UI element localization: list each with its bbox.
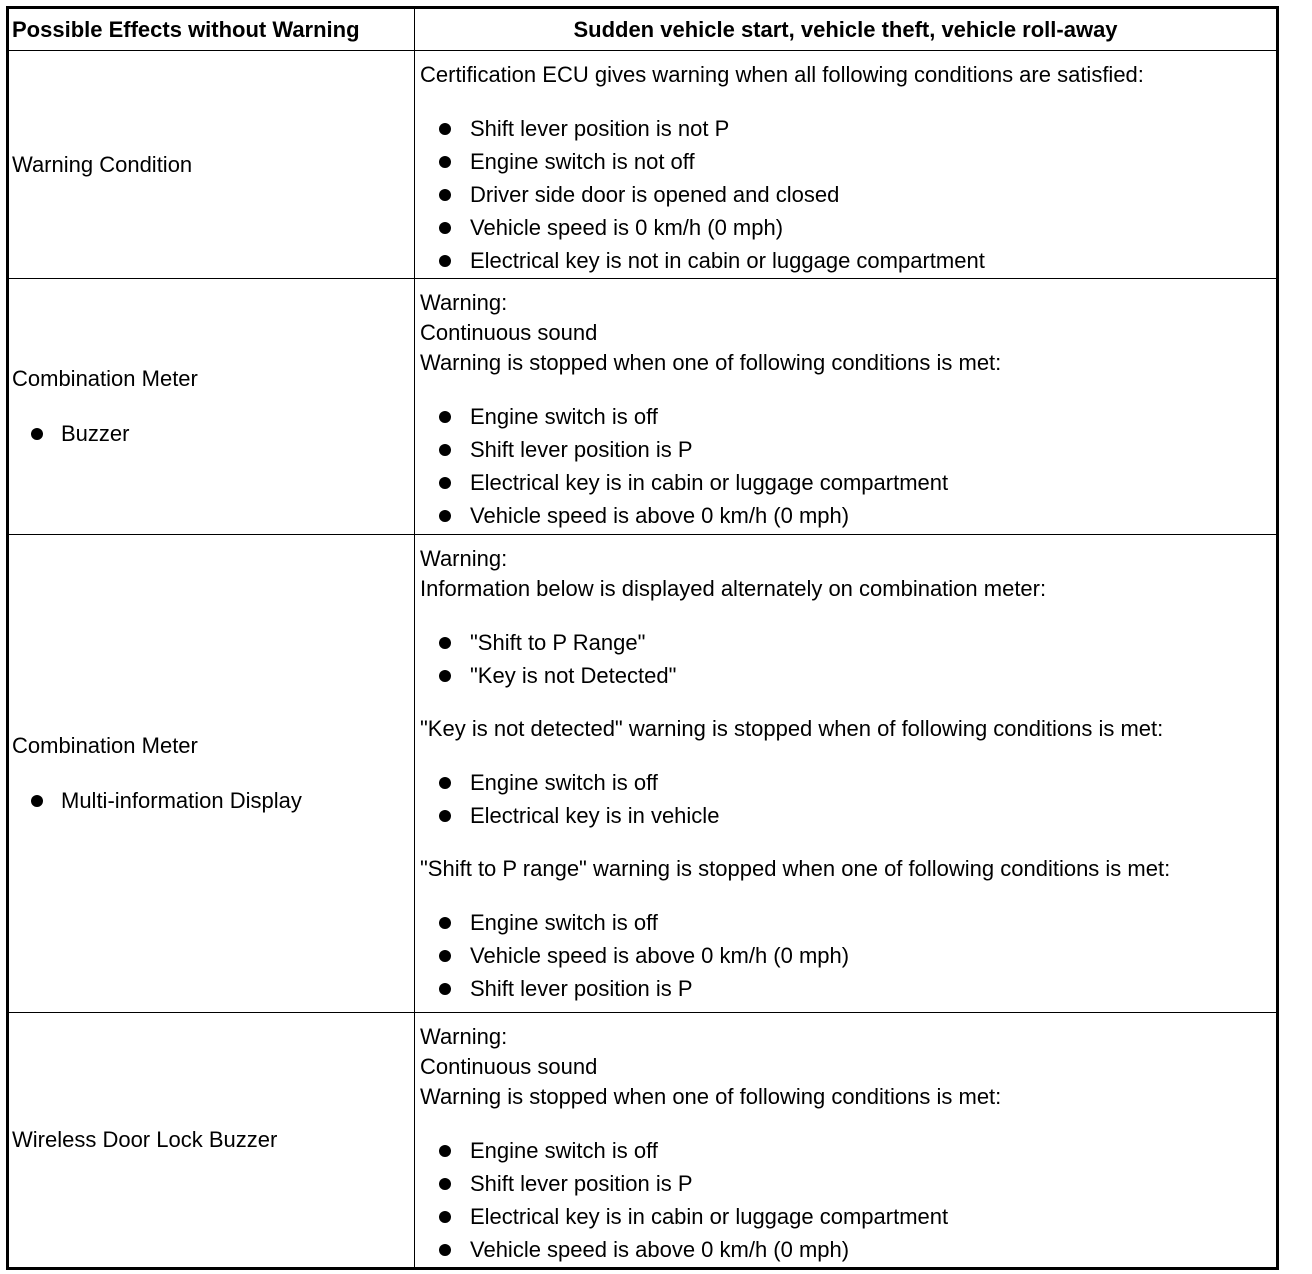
header-risks: Sudden vehicle start, vehicle theft, vehicle roll-away	[573, 16, 1118, 42]
effect-title: Warning Condition	[12, 151, 193, 177]
description-paragraph	[420, 544, 1276, 604]
condition-list	[420, 400, 1276, 532]
table-row	[9, 278, 1276, 534]
description-cell	[415, 1013, 1276, 1267]
condition-list	[420, 112, 1276, 277]
condition-item: Shift lever position is P	[420, 972, 1276, 1005]
condition-item: Shift lever position is not P	[420, 112, 1276, 145]
effect-title: Combination Meter	[12, 366, 198, 391]
header-effects: Possible Effects without Warning	[9, 9, 415, 50]
effect-cell	[9, 1013, 415, 1267]
effect-bullet: Multi-information Display	[12, 786, 414, 816]
condition-item: Engine switch is not off	[420, 145, 1276, 178]
condition-list	[420, 906, 1276, 1005]
condition-item: Vehicle speed is above 0 km/h (0 mph)	[420, 1233, 1276, 1266]
description-paragraph	[420, 60, 1276, 90]
description-cell	[415, 51, 1276, 278]
condition-item: "Key is not Detected"	[420, 659, 1276, 692]
condition-list	[420, 766, 1276, 832]
condition-item: Engine switch is off	[420, 766, 1276, 799]
condition-item: Engine switch is off	[420, 400, 1276, 433]
effect-title: Wireless Door Lock Buzzer	[12, 1127, 278, 1152]
effect-cell	[9, 51, 415, 278]
description-cell	[415, 279, 1276, 534]
condition-item: Electrical key is in vehicle	[420, 799, 1276, 832]
condition-item: Driver side door is opened and closed	[420, 178, 1276, 211]
condition-item: "Shift to P Range"	[420, 626, 1276, 659]
condition-item: Electrical key is in cabin or luggage compartment	[420, 1200, 1276, 1233]
condition-item: Engine switch is off	[420, 1134, 1276, 1167]
condition-item: Electrical key is in cabin or luggage compartment	[420, 466, 1276, 499]
description-paragraph	[420, 714, 1276, 744]
condition-item: Engine switch is off	[420, 906, 1276, 939]
warning-effects-table	[6, 6, 1279, 1270]
description-paragraph	[420, 1022, 1276, 1112]
description-line: Warning is stopped when one of following conditions is met:	[420, 350, 1002, 375]
table-row	[9, 1012, 1276, 1267]
description-line: Information below is displayed alternately on combination meter:	[420, 576, 1047, 601]
condition-list	[420, 1134, 1276, 1266]
effect-cell	[9, 535, 415, 1012]
table-row	[9, 534, 1276, 1012]
condition-item: Shift lever position is P	[420, 1167, 1276, 1200]
description-line: Continuous sound	[420, 1054, 598, 1079]
condition-item: Vehicle speed is 0 km/h (0 mph)	[420, 211, 1276, 244]
description-line: Warning is stopped when one of following conditions is met:	[420, 1084, 1002, 1109]
description-paragraph	[420, 854, 1276, 884]
description-line: "Key is not detected" warning is stopped when of following conditions is met:	[420, 716, 1164, 741]
condition-item: Electrical key is not in cabin or luggage compartment	[420, 244, 1276, 277]
condition-item: Shift lever position is P	[420, 433, 1276, 466]
condition-list	[420, 626, 1276, 692]
description-line: Continuous sound	[420, 320, 598, 345]
table-header-row	[9, 9, 1276, 50]
description-line: Warning:	[420, 1024, 508, 1049]
description-line: Certification ECU gives warning when all following conditions are satisfied:	[420, 62, 1144, 87]
condition-item: Vehicle speed is above 0 km/h (0 mph)	[420, 499, 1276, 532]
description-line: Warning:	[420, 290, 508, 315]
description-line: Warning:	[420, 546, 508, 571]
effect-bullet: Buzzer	[12, 419, 414, 449]
table-row	[9, 50, 1276, 278]
description-paragraph	[420, 288, 1276, 378]
effect-cell	[9, 279, 415, 534]
description-cell	[415, 535, 1276, 1012]
condition-item: Vehicle speed is above 0 km/h (0 mph)	[420, 939, 1276, 972]
description-line: "Shift to P range" warning is stopped when one of following conditions is met:	[420, 856, 1171, 881]
effect-title: Combination Meter	[12, 733, 198, 758]
